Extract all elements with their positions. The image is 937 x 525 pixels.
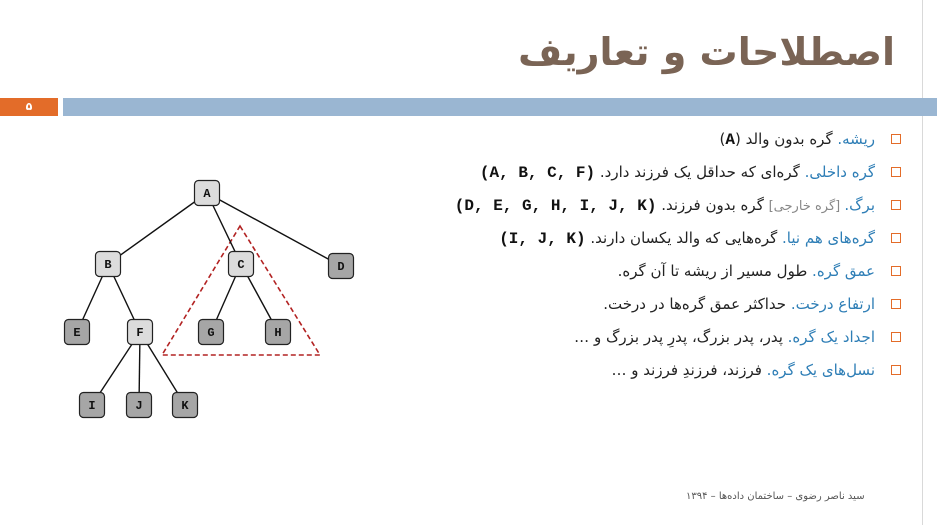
tree-node-i <box>80 393 105 418</box>
term: عمق گره. <box>812 262 875 280</box>
definition: گره بدون فرزند. <box>656 196 769 214</box>
definition: حداکثر عمق گره‌ها در درخت. <box>603 295 791 313</box>
tree-node-label: C <box>237 258 245 272</box>
tree-edge-a-b <box>108 193 207 264</box>
tree-node-b <box>96 252 121 277</box>
term: اجداد یک گره. <box>787 328 875 346</box>
definition: فرزند، فرزندِ فرزند و … <box>611 361 767 379</box>
tree-node-d <box>329 254 354 279</box>
example-nodes: (A, B, C, F) <box>479 164 596 182</box>
tree-node-label: E <box>73 326 81 340</box>
tree-node-label: A <box>203 187 211 201</box>
alt-term: [گره خارجی] <box>768 199 845 214</box>
definition: گره‌ای که حداقل یک فرزند دارد. <box>595 163 805 181</box>
slide-number: ۵ <box>0 98 58 116</box>
tree-node-g <box>199 320 224 345</box>
definition: پدر، پدر بزرگ، پدرِ پدر بزرگ و … <box>574 328 788 346</box>
slide-title: اصطلاحات و تعاریف <box>518 30 895 74</box>
tree-node-label: H <box>274 326 282 340</box>
tree-node-label: B <box>104 258 112 272</box>
term: گره داخلی. <box>804 163 875 181</box>
example-nodes: (D, E, G, H, I, J, K) <box>454 197 657 215</box>
term: ریشه. <box>837 130 875 148</box>
tree-node-label: D <box>337 260 345 274</box>
tree-node-label: J <box>135 399 143 413</box>
definition: گره‌هایی که والد یکسان دارند. <box>585 229 783 247</box>
definition: طول مسیر از ریشه تا آن گره. <box>617 262 813 280</box>
tree-node-f <box>128 320 153 345</box>
tree-edges <box>77 193 341 405</box>
tree-node-label: I <box>88 399 96 413</box>
tree-node-label: K <box>181 399 189 413</box>
tree-node-label: G <box>207 326 215 340</box>
example-nodes: A <box>725 131 735 149</box>
tree-node-j <box>127 393 152 418</box>
definition-tail: ) <box>719 130 726 148</box>
term: نسل‌های یک گره. <box>766 361 875 379</box>
definition: گره بدون والد ( <box>735 130 838 148</box>
tree-node-c <box>229 252 254 277</box>
example-nodes: (I, J, K) <box>499 230 586 248</box>
tree-node-h <box>266 320 291 345</box>
tree-node-a <box>195 181 220 206</box>
tree-node-label: F <box>136 326 144 340</box>
tree-edge-a-d <box>207 193 341 266</box>
tree-node-k <box>173 393 198 418</box>
term: گره‌های هم نیا. <box>782 229 875 247</box>
term: ارتفاع درخت. <box>790 295 875 313</box>
subtree-highlight <box>162 226 320 355</box>
footer-credit: سید ناصر رضوی – ساختمان داده‌ها – ۱۳۹۴ <box>686 491 865 502</box>
term: برگ. <box>844 196 875 214</box>
tree-node-e <box>65 320 90 345</box>
